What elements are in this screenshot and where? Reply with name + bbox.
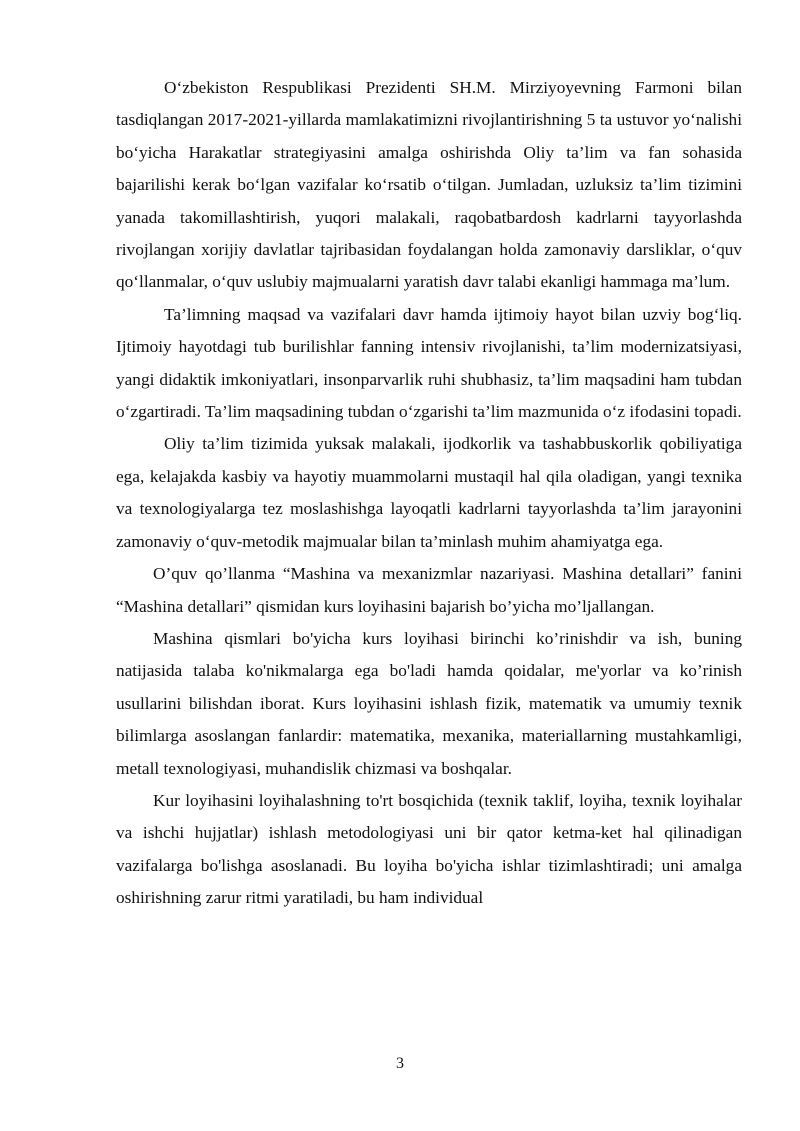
- paragraph-1: O‘zbekiston Respublikasi Prezidenti SH.M. Mirziyoyevning Farmoni bilan tasdiqlangan 2017-2021-yillarda mamlakatimizni rivojlantirishning 5 ta ustuvor yo‘nalishi bo‘yicha Harakatlar strategiyasini amalga oshirishda Oliy ta’lim va fan sohasida bajarilishi kerak bo‘lgan vazifalar ko‘rsatib o‘tilgan. Jumladan, uzluksiz ta’lim tizimini yanada takomillashtirish, yuqori malakali, raqobatbardosh kadrlarni tayyorlashda rivojlangan xorijiy davlatlar tajribasidan foydalangan holda zamonaviy darsliklar, o‘quv qo‘llanmalar, o‘quv uslubiy majmualarni yaratish davr talabi ekanligi hammaga ma’lum.: [116, 78, 742, 292]
- page-number: 3: [396, 1055, 404, 1072]
- paragraph-6: Kur loyihasini loyihalashning to'rt bosqichida (texnik taklif, loyiha, texnik loyihalar va ishchi hujjatlar) ishlash metodologiyasi uni bir qator ketma-ket hal qilinadigan vazifalarga bo'lishga asoslanadi. Bu loyiha bo'yicha ishlar tizimlashtiradi; uni amalga oshirishning zarur ritmi yaratiladi, bu ham individual: [116, 790, 742, 908]
- page-body: [116, 72, 742, 915]
- paragraph-3: Oliy ta’lim tizimida yuksak malakali, ijodkorlik va tashabbuskorlik qobiliyatiga ega, kelajakda kasbiy va hayotiy muammolarni mustaqil hal qila oladigan, yangi texnika va texnologiyalarga tez moslashishga layoqatli kadrlarni tayyorlashda ta’lim jarayonini zamonaviy o‘quv-metodik majmualar bilan ta’minlash muhim ahamiyatga ega.: [116, 434, 742, 551]
- paragraph-5: Mashina qismlari bo'yicha kurs loyihasi birinchi ko’rinishdir va ish, buning natijasida talaba ko'nikmalarga ega bo'ladi hamda qoidalar, me'yorlar va ko’rinish usullarini bilishdan iborat. Kurs loyihasini ishlash fizik, matematik va umumiy texnik bilimlarga asoslangan fanlardir: matematika, mexanika, materiallarning mustahkamligi, metall texnologiyasi, muhandislik chizmasi va boshqalar.: [116, 628, 742, 778]
- paragraph-2: Ta’limning maqsad va vazifalari davr hamda ijtimoiy hayot bilan uzviy bog‘liq. Ijtimoiy hayotdagi tub burilishlar fanning intensiv rivojlanishi, ta’lim modernizatsiyasi, yangi didaktik imkoniyatlari, insonparvarlik ruhi shubhasiz, ta’lim maqsadini ham tubdan o‘zgartiradi. Ta’lim maqsadining tubdan o‘zgarishi ta’lim mazmunida o‘z ifodasini topadi.: [116, 304, 742, 422]
- paragraph-4: O’quv qo’llanma “Mashina va mexanizmlar nazariyasi. Mashina detallari” fanini “Mashina detallari” qismidan kurs loyihasini bajarish bo’yicha mo’ljallangan.: [116, 564, 742, 616]
